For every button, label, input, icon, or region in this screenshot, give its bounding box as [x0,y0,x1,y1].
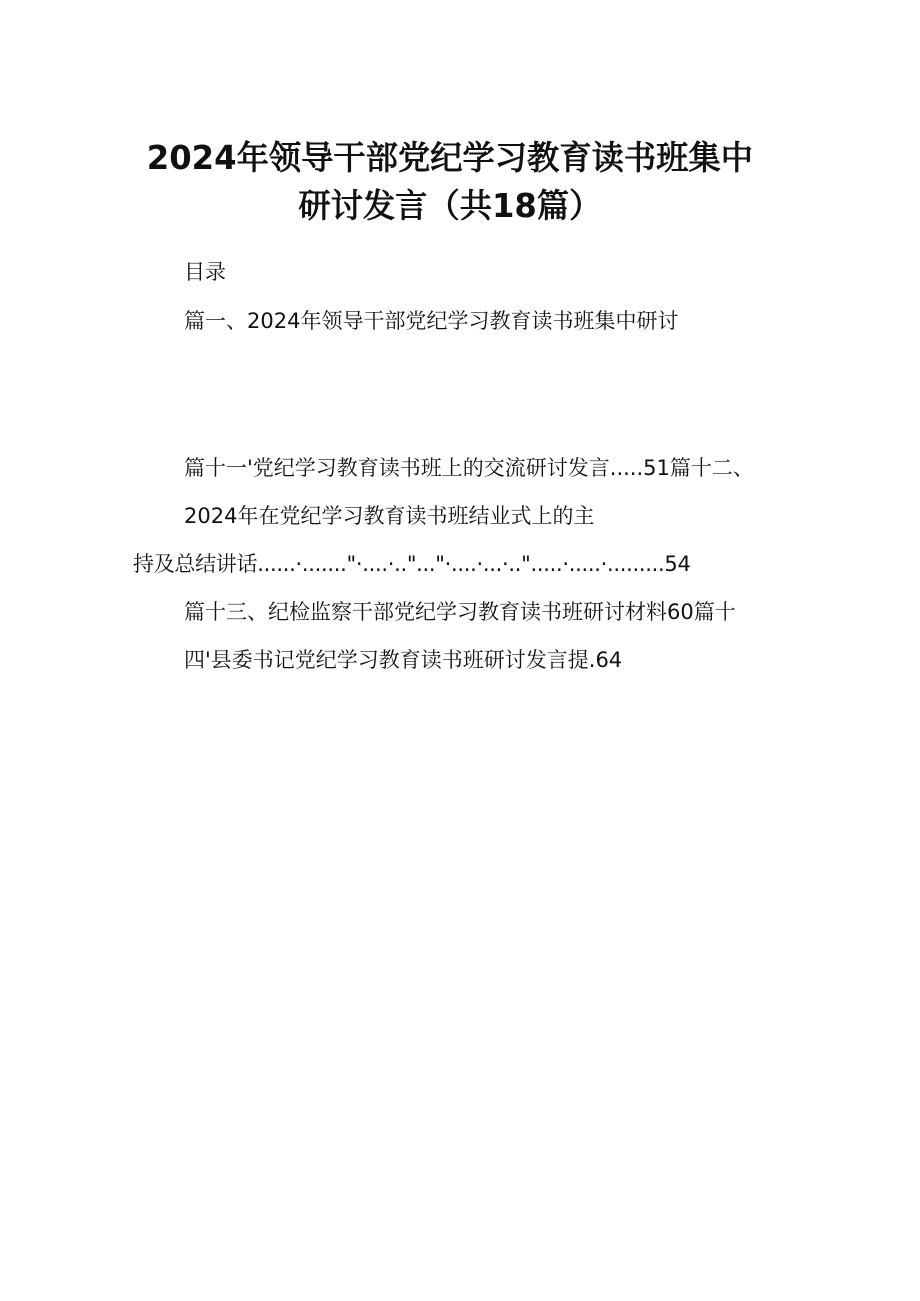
toc-entry-11-12: 篇十一'党纪学习教育读书班上的交流研讨发言.....51篇十二、 [184,456,754,480]
document-title-line-2: 研讨发言（共18篇） [298,186,602,225]
toc-heading: 目录 [184,260,226,284]
toc-entry-14-cont: 四'县委书记党纪学习教育读书班研讨发言提.64 [184,648,623,672]
toc-entry-12-cont: 2024年在党纪学习教育读书班结业式上的主 [184,504,595,528]
toc-entry-12-end: 持及总结讲话......·......."·....·.."..."·....·...·..".....·.....·.........54 [133,552,691,576]
document-title-line-1: 2024年领导干部党纪学习教育读书班集中 [146,138,753,177]
toc-entry-13-14: 篇十三、纪检监察干部党纪学习教育读书班研讨材料60篇十 [184,600,736,624]
toc-entry-1: 篇一、2024年领导干部党纪学习教育读书班集中研讨 [184,309,679,333]
